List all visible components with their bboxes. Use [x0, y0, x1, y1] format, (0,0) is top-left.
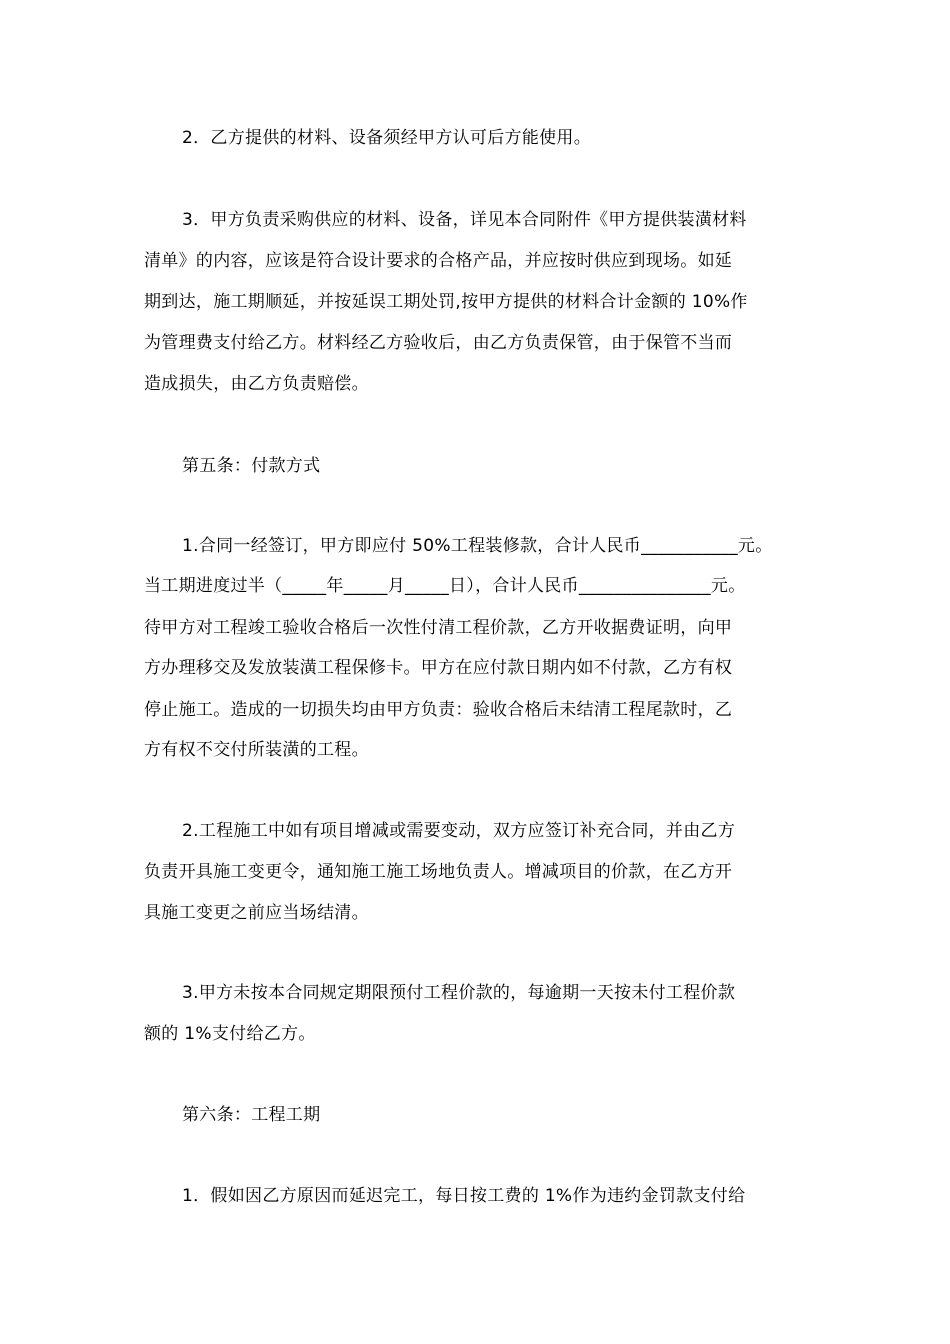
paragraph-line: 待甲方对工程竣工验收合格后一次性付清工程价款，乙方开收据费证明，向甲 — [144, 618, 733, 638]
paragraph-line: 1.合同一经签订，甲方即应付 50%工程装修款，合计人民币___________元。 — [182, 536, 773, 556]
paragraph-line: 为管理费支付给乙方。材料经乙方验收后，由乙方负责保管，由于保管不当而 — [144, 333, 733, 353]
section-heading: 第五条：付款方式 — [182, 456, 321, 476]
paragraph-line: 方办理移交及发放装潢工程保修卡。甲方在应付款日期内如不付款，乙方有权 — [144, 658, 733, 678]
paragraph-line: 1．假如因乙方原因而延迟完工，每日按工费的 1%作为违约金罚款支付给 — [182, 1186, 746, 1206]
paragraph-line: 3.甲方未按本合同规定期限预付工程价款的，每逾期一天按未付工程价款 — [182, 983, 736, 1003]
paragraph-line: 具施工变更之前应当场结清。 — [144, 903, 369, 923]
paragraph-line: 方有权不交付所装潢的工程。 — [144, 740, 369, 760]
section-heading: 第六条：工程工期 — [182, 1105, 321, 1125]
paragraph-line: 停止施工。造成的一切损失均由甲方负责：验收合格后未结清工程尾款时，乙 — [144, 700, 733, 720]
paragraph-line: 2.工程施工中如有项目增减或需要变动，双方应签订补充合同，并由乙方 — [182, 821, 736, 841]
paragraph-line: 负责开具施工变更令，通知施工施工场地负责人。增减项目的价款，在乙方开 — [144, 862, 733, 882]
paragraph-line: 清单》的内容，应该是符合设计要求的合格产品，并应按时供应到现场。如延 — [144, 251, 733, 271]
paragraph-line: 额的 1%支付给乙方。 — [144, 1024, 316, 1044]
paragraph-line: 当工期进度过半（_____年_____月_____日），合计人民币_______________元。 — [144, 576, 746, 596]
paragraph-line: 造成损失，由乙方负责赔偿。 — [144, 374, 369, 394]
paragraph-line: 期到达，施工期顺延，并按延误工期处罚,按甲方提供的材料合计金额的 10%作 — [144, 292, 748, 312]
paragraph-line: 2．乙方提供的材料、设备须经甲方认可后方能使用。 — [182, 128, 592, 148]
paragraph-line: 3．甲方负责采购供应的材料、设备，详见本合同附件《甲方提供装潢材料 — [182, 210, 747, 230]
